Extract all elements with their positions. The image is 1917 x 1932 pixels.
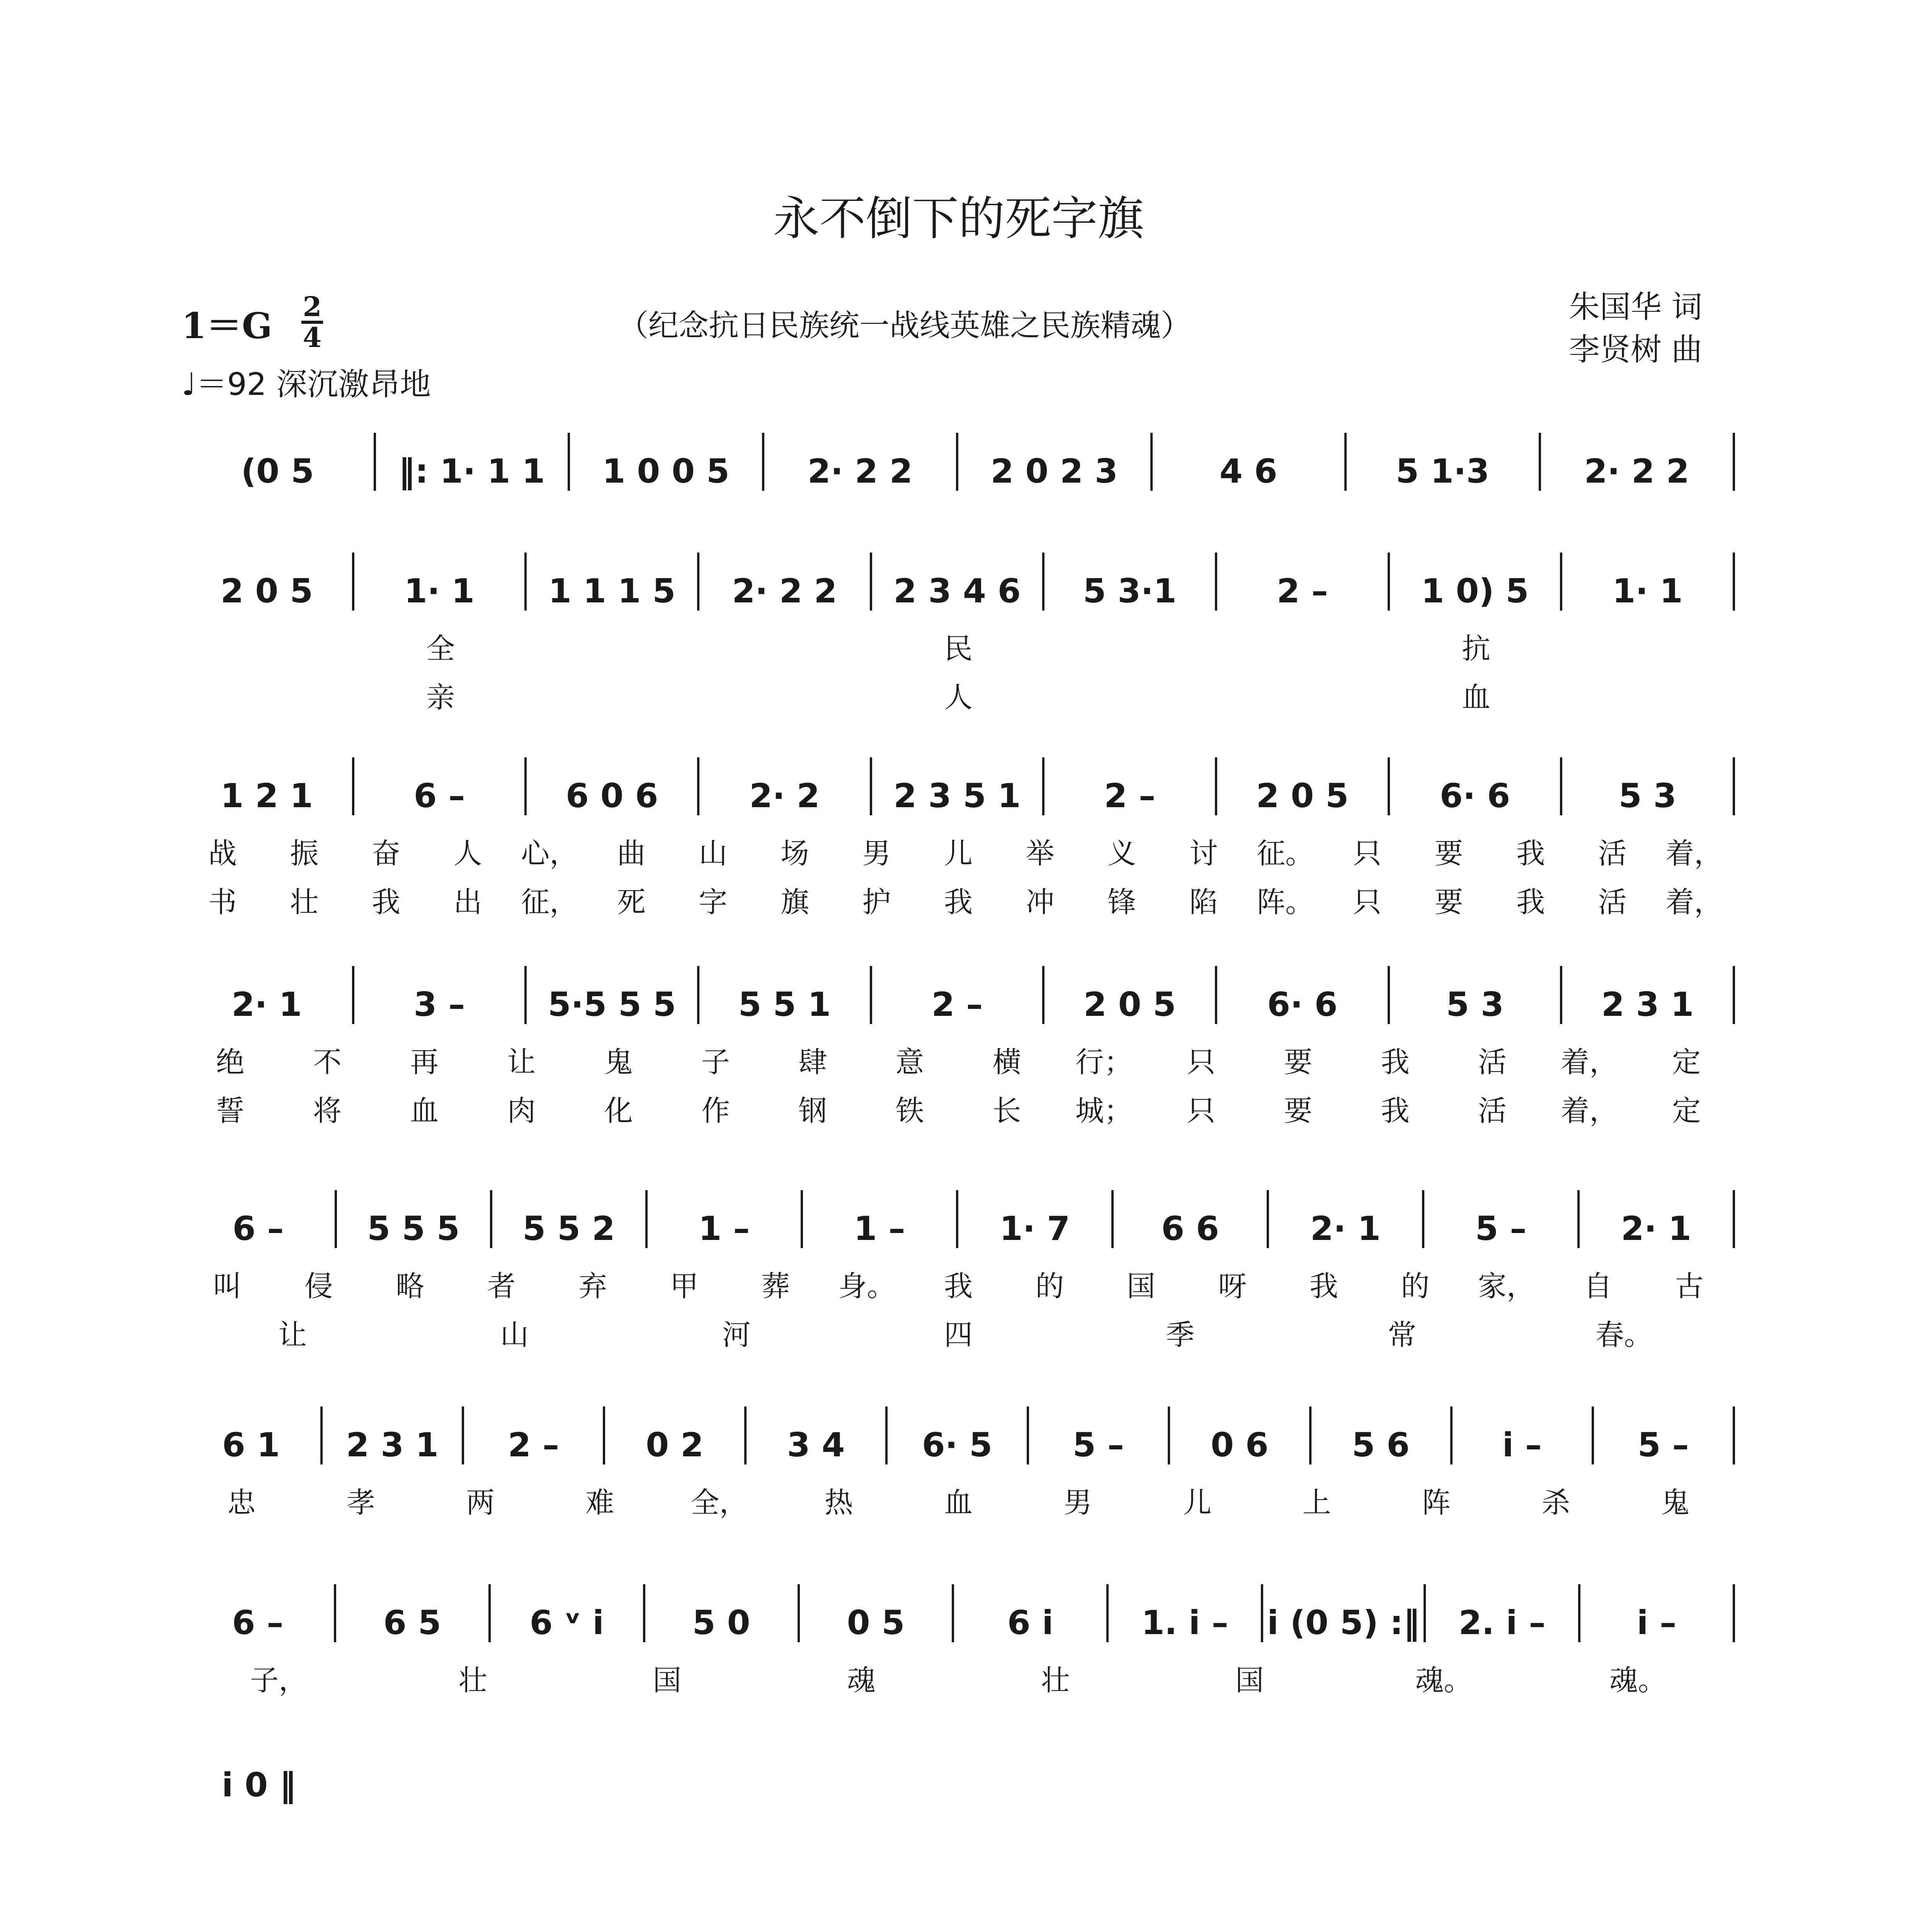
measure-notes: 2· 2 — [749, 777, 820, 815]
lyric-syllable: 振 — [290, 837, 319, 870]
lyric-syllable: 身。 — [838, 1270, 896, 1303]
lyric-verse-1 — [182, 1264, 1735, 1304]
lyric-syllable: 旗 — [780, 886, 809, 919]
lyric-syllable: 只 — [1352, 886, 1381, 919]
measure — [527, 777, 697, 815]
measure-notes: 2· 2 2 — [1584, 452, 1689, 491]
measure-notes: 5 3·1 — [1083, 572, 1177, 611]
lyric-syllable: 我 — [371, 886, 400, 919]
lyric-syllable: 举 — [1026, 837, 1055, 870]
lyric-verse-1 — [182, 626, 1735, 667]
lyric-syllable: 横 — [992, 1046, 1021, 1079]
lyric-syllable: 意 — [895, 1046, 924, 1079]
measure-notes: 2 3 4 6 — [893, 572, 1021, 611]
lyric-syllable: 着， — [1561, 1046, 1618, 1079]
lyric-syllable: 血 — [410, 1094, 439, 1128]
lyric-syllable: 人 — [453, 837, 482, 870]
barline — [1733, 553, 1735, 611]
lyric-syllable: 国 — [1235, 1664, 1264, 1697]
measure — [570, 452, 762, 491]
lyric-syllable: 书 — [208, 886, 237, 919]
measure-notes: 5 5 5 — [367, 1209, 460, 1248]
lyric-verse-1 — [182, 1480, 1735, 1521]
measure — [1044, 777, 1215, 815]
lyric-verse-2 — [182, 1312, 1735, 1353]
measure-notes: 1 – — [854, 1209, 905, 1248]
measure-notes: 5 3 — [1618, 777, 1677, 815]
lyric-syllable: 葬 — [761, 1270, 790, 1303]
measure-notes: 6 ᵛ i — [529, 1604, 604, 1642]
measure-notes: (0 5 — [241, 452, 314, 491]
lyric-syllable: 血 — [944, 1486, 973, 1519]
notation-row — [182, 966, 1735, 1024]
time-signature-top: 2 — [303, 291, 322, 323]
measure-notes: 6 0 6 — [565, 777, 658, 815]
lyric-syllable: 让 — [507, 1046, 536, 1079]
lyric-syllable: 要 — [1284, 1046, 1313, 1079]
measure-notes: 2 0 2 3 — [990, 452, 1118, 491]
lyric-syllable: 不 — [313, 1046, 342, 1079]
lyric-syllable: 绝 — [216, 1046, 245, 1079]
lyric-syllable: 四 — [944, 1318, 973, 1352]
notation-row — [182, 1406, 1735, 1464]
lyric-syllable: 只 — [1187, 1094, 1216, 1128]
measure — [1044, 572, 1215, 611]
time-signature-bottom: 4 — [303, 321, 322, 354]
lyric-syllable: 鬼 — [1661, 1486, 1690, 1519]
measure — [699, 572, 870, 611]
lyric-syllable: 男 — [1063, 1486, 1092, 1519]
lyric-syllable: 要 — [1284, 1094, 1313, 1128]
lyric-syllable: 春。 — [1595, 1318, 1653, 1352]
measure — [1217, 777, 1388, 815]
lyric-syllable: 呀 — [1218, 1270, 1247, 1303]
lyric-syllable: 我 — [944, 1270, 973, 1303]
measure — [1453, 1426, 1591, 1464]
lyric-syllable: 陷 — [1189, 886, 1218, 919]
lyric-syllable: 的 — [1035, 1270, 1064, 1303]
measure-notes: 1 0 0 5 — [602, 452, 730, 491]
measure — [954, 1604, 1106, 1642]
measure-notes: 6 6 — [1161, 1209, 1219, 1248]
song-title: 永不倒下的死字旗 — [773, 192, 1144, 246]
staff-line — [182, 966, 1735, 1129]
measure — [354, 985, 525, 1024]
lyric-syllable: 我 — [944, 886, 973, 919]
lyric-syllable: 我 — [1516, 886, 1545, 919]
measure-notes: 2 – — [508, 1426, 560, 1464]
lyric-syllable: 着， — [1665, 886, 1723, 919]
staff-line — [182, 433, 1735, 491]
lyric-syllable: 肉 — [507, 1094, 536, 1128]
lyric-syllable: 亲 — [426, 681, 455, 714]
lyric-syllable: 活 — [1598, 837, 1627, 870]
lyric-syllable: 山 — [500, 1318, 529, 1352]
measure-notes: 6 1 — [222, 1426, 280, 1464]
lyric-syllable: 叫 — [213, 1270, 242, 1303]
measure — [800, 1604, 952, 1642]
measure — [182, 777, 352, 815]
lyric-syllable: 河 — [722, 1318, 751, 1352]
measure-notes: i – — [1636, 1604, 1677, 1642]
measure-notes: 1 2 1 — [220, 777, 313, 815]
measure — [182, 1604, 334, 1642]
measure — [354, 572, 525, 611]
notation-row — [182, 1766, 336, 1804]
measure — [958, 452, 1150, 491]
lyric-syllable: 儿 — [944, 837, 973, 870]
measure — [1347, 452, 1539, 491]
measure-notes: 6· 6 — [1267, 985, 1338, 1024]
measure — [464, 1426, 603, 1464]
measure-notes: 2 0 5 — [220, 572, 313, 611]
lyric-syllable: 两 — [466, 1486, 495, 1519]
measure-notes: 6 5 — [383, 1604, 441, 1642]
measure-notes: 6 i — [1007, 1604, 1054, 1642]
measure — [182, 572, 352, 611]
measure-notes: 1 0) 5 — [1421, 572, 1529, 611]
lyric-syllable: 长 — [992, 1094, 1021, 1128]
measure-notes: 2 3 1 — [346, 1426, 439, 1464]
measure — [376, 452, 568, 491]
measure — [699, 985, 870, 1024]
barline — [1733, 1584, 1735, 1642]
measure-notes: 2· 2 2 — [732, 572, 837, 611]
measure — [747, 1426, 885, 1464]
measure-notes: 6· 6 — [1439, 777, 1510, 815]
barline — [1733, 757, 1735, 815]
measure — [764, 452, 956, 491]
lyric-syllable: 定 — [1672, 1046, 1701, 1079]
measure-notes: 5 3 — [1446, 985, 1504, 1024]
lyric-syllable: 我 — [1381, 1094, 1410, 1128]
measure — [648, 1209, 801, 1248]
lyric-syllable: 民 — [944, 632, 973, 665]
measure — [1426, 1604, 1578, 1642]
measure-notes: 2· 2 2 — [807, 452, 913, 491]
lyric-syllable: 征。 — [1257, 837, 1314, 870]
lyric-syllable: 壮 — [1041, 1664, 1070, 1697]
lyric-syllable: 弃 — [578, 1270, 607, 1303]
lyric-syllable: 让 — [278, 1318, 307, 1352]
measure-notes: 2 3 1 — [1601, 985, 1694, 1024]
measure — [1390, 572, 1560, 611]
lyric-syllable: 护 — [862, 886, 891, 919]
measure-notes: 6· 5 — [922, 1426, 993, 1464]
lyric-syllable: 者 — [487, 1270, 516, 1303]
measure-notes: 5 6 — [1352, 1426, 1410, 1464]
staff-line — [182, 1766, 336, 1804]
lyric-syllable: 铁 — [895, 1094, 924, 1128]
notation-row — [182, 433, 1735, 491]
measure — [1562, 777, 1733, 815]
measure — [958, 1209, 1111, 1248]
measure — [1580, 1209, 1733, 1248]
lyric-syllable: 甲 — [670, 1270, 699, 1303]
lyric-syllable: 鬼 — [604, 1046, 633, 1079]
measure — [1562, 985, 1733, 1024]
lyric-syllable: 热 — [824, 1486, 853, 1519]
lyric-syllable: 我 — [1381, 1046, 1410, 1079]
lyric-syllable: 季 — [1166, 1318, 1195, 1352]
lyric-syllable: 战 — [208, 837, 237, 870]
barline — [1733, 1190, 1735, 1248]
measure-notes: 6 – — [413, 777, 465, 815]
lyric-syllable: 义 — [1107, 837, 1136, 870]
lyricist-credit: 朱国华 词 — [1569, 289, 1703, 325]
lyric-verse-2 — [182, 675, 1735, 716]
lyric-syllable: 锋 — [1107, 886, 1136, 919]
key-signature: 1＝G — [182, 305, 272, 347]
notation-row — [182, 757, 1735, 815]
measure-notes: 5 0 — [692, 1604, 750, 1642]
measure — [699, 777, 870, 815]
lyric-syllable: 国 — [1126, 1270, 1155, 1303]
lyric-syllable: 我 — [1516, 837, 1545, 870]
lyric-syllable: 的 — [1401, 1270, 1430, 1303]
measure-notes: 5 5 2 — [522, 1209, 615, 1248]
lyric-verse-1 — [182, 831, 1735, 872]
measure — [1109, 1604, 1261, 1642]
lyric-syllable: 山 — [699, 837, 728, 870]
time-signature — [301, 291, 323, 354]
measure-notes: 1· 7 — [999, 1209, 1070, 1248]
measure-notes: 1· 1 — [1612, 572, 1683, 611]
measure-notes: 2· 1 — [1310, 1209, 1381, 1248]
lyric-syllable: 活 — [1478, 1094, 1507, 1128]
measure — [1217, 985, 1388, 1024]
measure-notes: 3 4 — [787, 1426, 845, 1464]
measure — [1153, 452, 1345, 491]
measure-notes: 2· 1 — [231, 985, 302, 1024]
lyric-syllable: 钢 — [798, 1094, 827, 1128]
lyric-syllable: 活 — [1598, 886, 1627, 919]
lyric-syllable: 子 — [701, 1046, 730, 1079]
measure — [527, 572, 697, 611]
measure-notes: 5 1·3 — [1396, 452, 1490, 491]
measure — [803, 1209, 956, 1248]
measure-notes: 2. i – — [1458, 1604, 1546, 1642]
staff-line — [182, 1190, 1735, 1353]
measure — [337, 1209, 490, 1248]
lyric-syllable: 壮 — [458, 1664, 487, 1697]
measure-notes: 6 – — [232, 1209, 284, 1248]
lyric-verse-1 — [182, 1658, 1735, 1699]
measure — [1541, 452, 1733, 491]
measure — [1217, 572, 1388, 611]
measure — [1580, 1604, 1733, 1642]
lyric-syllable: 行； — [1075, 1046, 1133, 1079]
measure-notes: 2 – — [931, 985, 983, 1024]
staff-line — [182, 1406, 1735, 1521]
measure-notes: 2 – — [1276, 572, 1328, 611]
measure — [1424, 1209, 1577, 1248]
lyric-syllable: 出 — [453, 886, 482, 919]
lyric-syllable: 难 — [585, 1486, 614, 1519]
measure-notes: 2· 1 — [1621, 1209, 1692, 1248]
measure — [872, 985, 1043, 1024]
barline — [1733, 433, 1735, 491]
measure-notes: 5 5 1 — [738, 985, 831, 1024]
measure — [872, 777, 1043, 815]
lyric-syllable: 阵。 — [1257, 886, 1314, 919]
measure — [1311, 1426, 1450, 1464]
lyric-syllable: 奋 — [371, 837, 400, 870]
lyric-syllable: 着， — [1561, 1094, 1618, 1128]
measure-notes: 0 6 — [1211, 1426, 1269, 1464]
measure-notes: 2 3 5 1 — [893, 777, 1021, 815]
lyric-verse-2 — [182, 1088, 1735, 1129]
lyric-syllable: 我 — [1309, 1270, 1338, 1303]
subtitle: （纪念抗日民族统一战线英雄之民族精魂） — [618, 308, 1191, 343]
lyric-syllable: 活 — [1478, 1046, 1507, 1079]
lyric-syllable: 男 — [862, 837, 891, 870]
lyric-syllable: 血 — [1462, 681, 1490, 714]
measure-notes: 0 2 — [646, 1426, 704, 1464]
measure-notes: 2 0 5 — [1083, 985, 1176, 1024]
measure-notes: 0 5 — [847, 1604, 905, 1642]
notation-row — [182, 1584, 1735, 1642]
lyric-syllable: 肆 — [798, 1046, 827, 1079]
measure — [1170, 1426, 1309, 1464]
measure — [182, 452, 374, 491]
lyric-syllable: 全， — [691, 1486, 748, 1519]
barline — [1733, 966, 1735, 1024]
staff-line — [182, 1584, 1735, 1699]
lyric-syllable: 曲 — [617, 837, 646, 870]
measure-notes: 1 1 1 5 — [548, 572, 676, 611]
notation-row — [182, 1190, 1735, 1248]
lyric-syllable: 子， — [250, 1664, 308, 1697]
lyric-verse-2 — [182, 879, 1735, 920]
lyric-syllable: 城； — [1075, 1094, 1133, 1128]
measure — [605, 1426, 744, 1464]
measure-notes: 1. i – — [1141, 1604, 1228, 1642]
tempo-marking — [182, 359, 431, 404]
quarter-note-icon: ♩ — [182, 366, 196, 402]
lyric-syllable: 国 — [653, 1664, 682, 1697]
measure — [1114, 1209, 1267, 1248]
staff-line — [182, 553, 1735, 716]
measure — [888, 1426, 1026, 1464]
lyric-syllable: 场 — [780, 837, 809, 870]
lyric-syllable: 常 — [1388, 1318, 1417, 1352]
measure — [491, 1604, 643, 1642]
measure — [492, 1209, 645, 1248]
lyric-syllable: 人 — [944, 681, 973, 714]
measure-notes: 3 – — [413, 985, 465, 1024]
measure — [1390, 985, 1560, 1024]
lyric-syllable: 字 — [699, 886, 728, 919]
lyric-syllable: 忠 — [227, 1486, 256, 1519]
measure — [1263, 1604, 1424, 1642]
lyric-syllable: 化 — [604, 1094, 633, 1128]
measure — [336, 1604, 488, 1642]
measure — [354, 777, 525, 815]
measure — [1029, 1426, 1168, 1464]
lyric-syllable: 要 — [1434, 837, 1463, 870]
measure-notes: i (0 5) :‖ — [1267, 1604, 1420, 1642]
measure — [1594, 1426, 1733, 1464]
lyric-syllable: 只 — [1187, 1046, 1216, 1079]
lyric-syllable: 古 — [1675, 1270, 1704, 1303]
measure-notes: 5 – — [1073, 1426, 1124, 1464]
lyric-syllable: 略 — [396, 1270, 425, 1303]
measure — [182, 985, 352, 1024]
measure-notes: 5 – — [1475, 1209, 1527, 1248]
measure — [182, 1426, 320, 1464]
lyric-syllable: 儿 — [1183, 1486, 1212, 1519]
measure-notes: 4 6 — [1219, 452, 1277, 491]
measure-notes: 6 – — [232, 1604, 284, 1642]
lyric-syllable: 讨 — [1189, 837, 1218, 870]
lyric-syllable: 作 — [701, 1094, 730, 1128]
lyric-syllable: 杀 — [1541, 1486, 1570, 1519]
measure — [323, 1426, 461, 1464]
lyric-syllable: 全 — [426, 632, 455, 665]
lyric-syllable: 侵 — [304, 1270, 333, 1303]
tempo-text: ＝92 深沉激昂地 — [196, 366, 431, 402]
measure — [1562, 572, 1733, 611]
lyric-syllable: 阵 — [1422, 1486, 1451, 1519]
lyric-syllable: 定 — [1672, 1094, 1701, 1128]
measure-notes: 1 – — [698, 1209, 750, 1248]
measure-notes: 5·5 5 5 — [548, 985, 676, 1024]
lyric-syllable: 心， — [521, 837, 578, 870]
measure — [872, 572, 1043, 611]
measure-notes: 2 – — [1104, 777, 1156, 815]
lyric-syllable: 上 — [1302, 1486, 1331, 1519]
lyric-syllable: 征， — [521, 886, 578, 919]
measure — [645, 1604, 798, 1642]
lyric-syllable: 誓 — [216, 1094, 245, 1128]
measure-notes: 1· 1 — [404, 572, 475, 611]
lyric-syllable: 再 — [410, 1046, 439, 1079]
lyric-syllable: 抗 — [1462, 632, 1490, 665]
measure — [182, 1209, 335, 1248]
measure-notes: ‖: 1· 1 1 — [398, 452, 545, 491]
measure — [527, 985, 697, 1024]
measure — [1044, 985, 1215, 1024]
lyric-syllable: 魂。 — [1415, 1664, 1473, 1697]
lyric-syllable: 只 — [1352, 837, 1381, 870]
lyric-syllable: 冲 — [1026, 886, 1055, 919]
measure-notes: 5 – — [1637, 1426, 1689, 1464]
barline — [1733, 1406, 1735, 1464]
measure-notes: 2 0 5 — [1256, 777, 1349, 815]
lyric-syllable: 自 — [1584, 1270, 1613, 1303]
lyric-syllable: 孝 — [346, 1486, 375, 1519]
lyric-syllable: 壮 — [290, 886, 319, 919]
lyric-syllable: 死 — [617, 886, 646, 919]
measure — [1269, 1209, 1422, 1248]
lyric-syllable: 魂 — [847, 1664, 876, 1697]
lyric-syllable: 将 — [313, 1094, 342, 1128]
lyric-syllable: 要 — [1434, 886, 1463, 919]
staff-line — [182, 757, 1735, 920]
lyric-syllable: 魂。 — [1609, 1664, 1667, 1697]
lyric-syllable: 着， — [1665, 837, 1723, 870]
composer-credit: 李贤树 曲 — [1569, 332, 1703, 367]
measure — [1390, 777, 1560, 815]
notation-row — [182, 553, 1735, 611]
lyric-syllable: 家， — [1478, 1270, 1535, 1303]
measure — [182, 1766, 336, 1804]
lyric-verse-1 — [182, 1039, 1735, 1080]
measure-notes: i – — [1502, 1426, 1542, 1464]
measure-notes: i 0 ‖ — [221, 1766, 296, 1804]
